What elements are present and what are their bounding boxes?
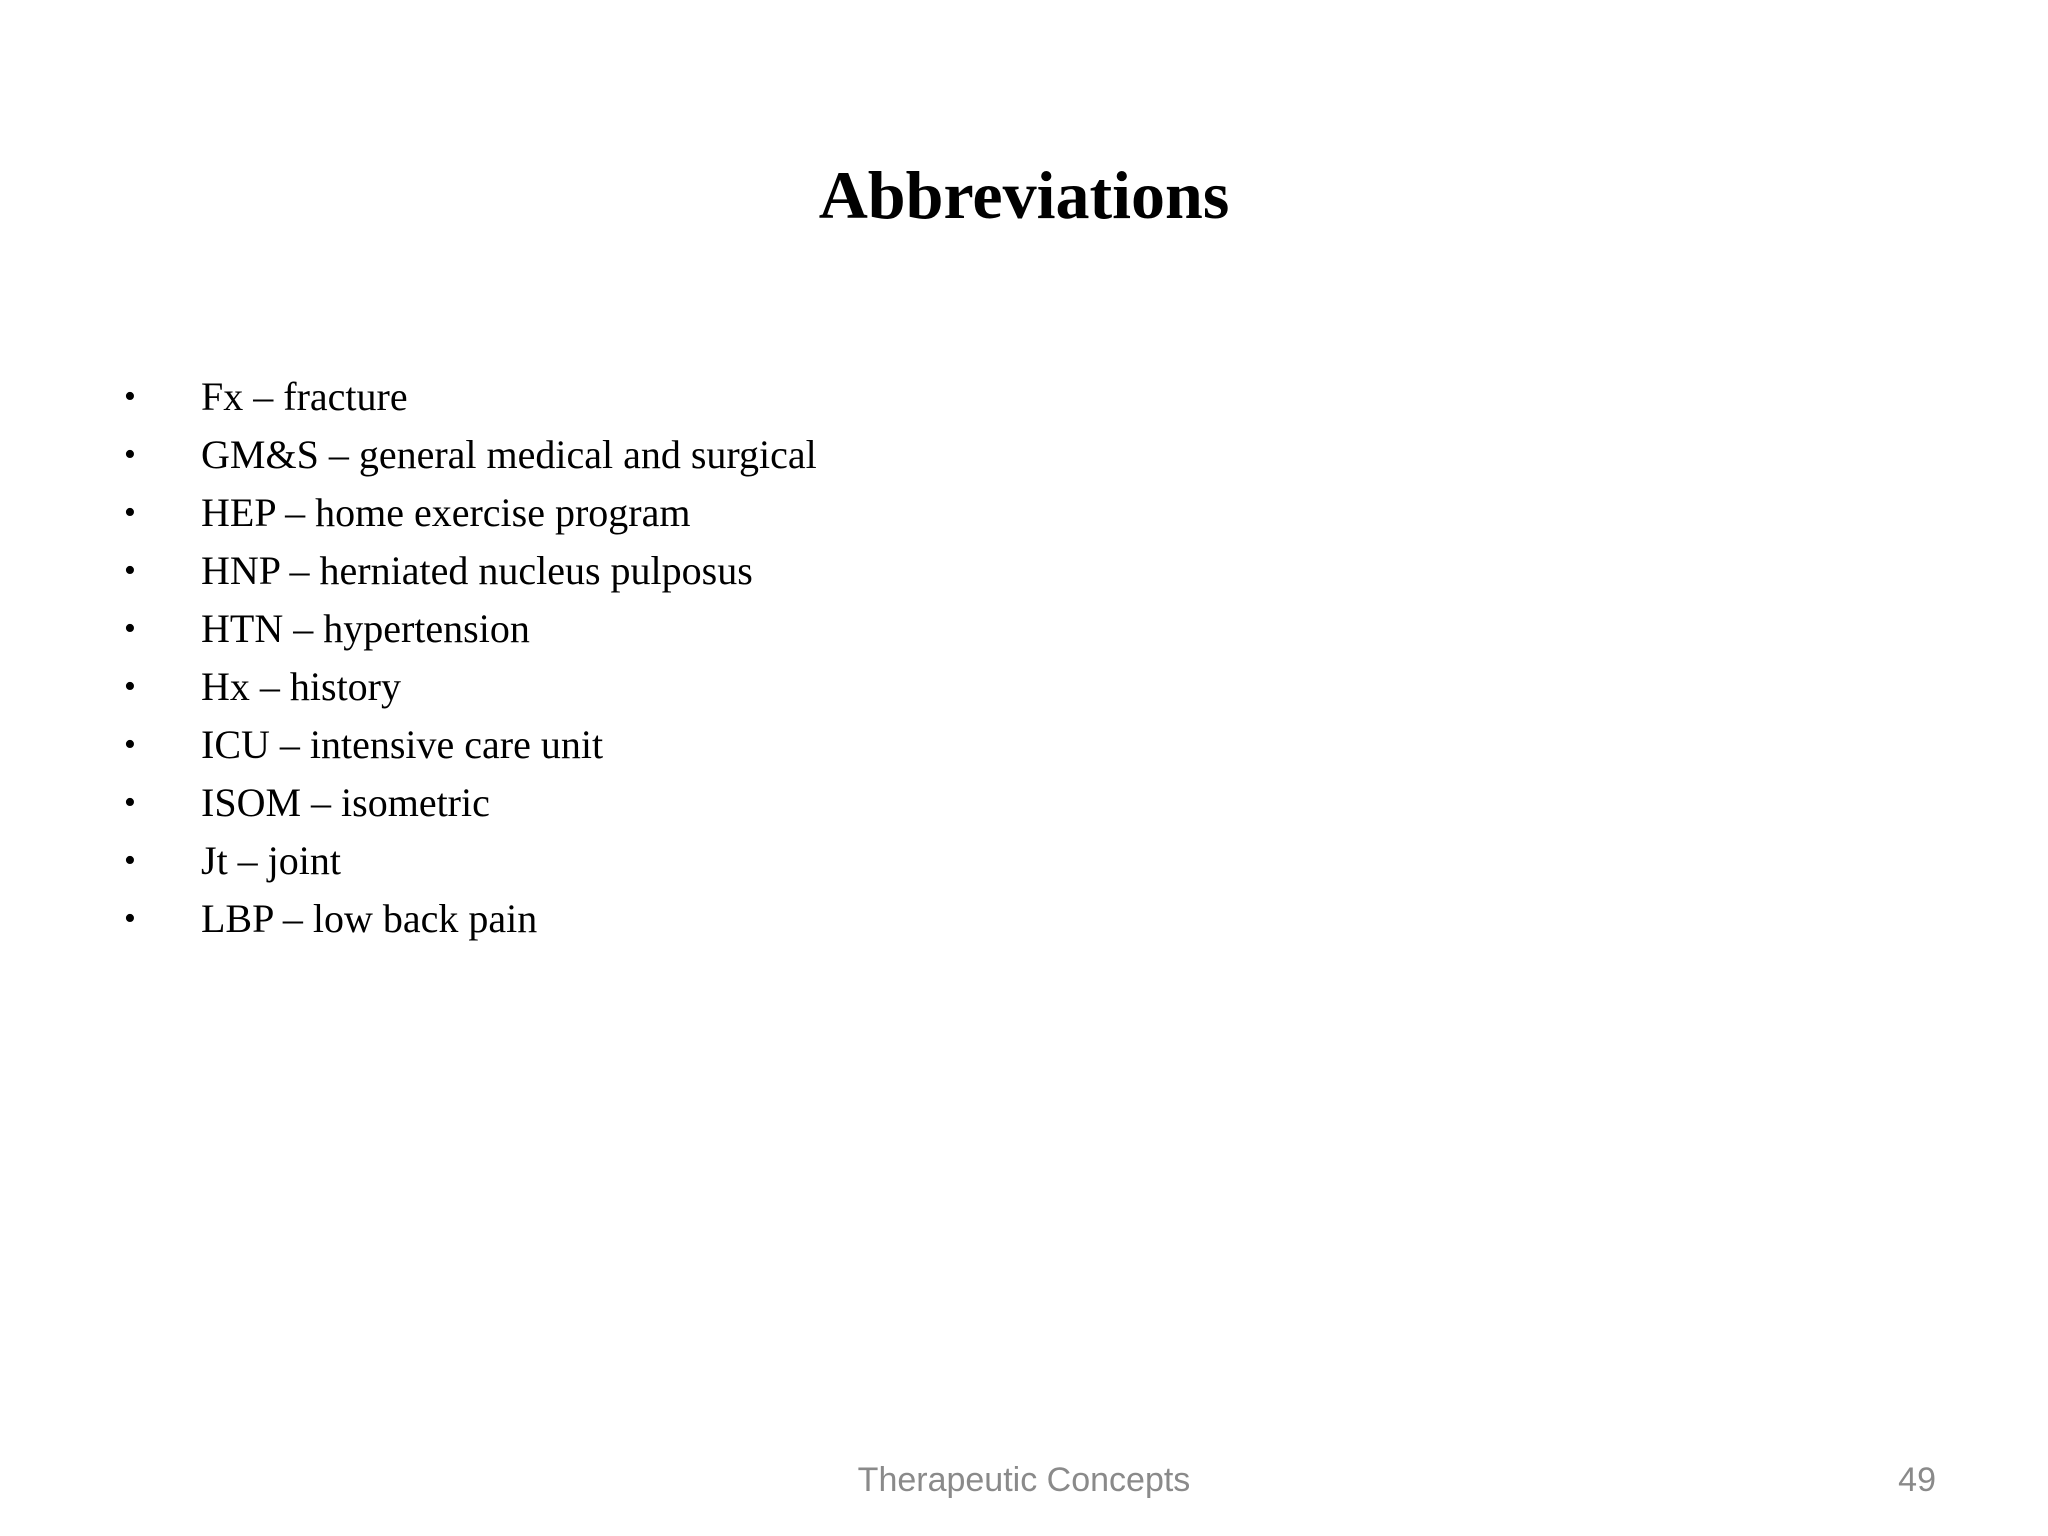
list-item-text: GM&S – general medical and surgical — [201, 432, 817, 477]
bullet-icon: • — [124, 726, 136, 763]
list-item-text: Hx – history — [201, 664, 401, 709]
bullet-icon: • — [124, 668, 136, 705]
list-item — [0, 716, 1200, 774]
footer-title: Therapeutic Concepts — [857, 1461, 1191, 1499]
list-item-text: Jt – joint — [201, 838, 342, 883]
list-item — [0, 774, 1200, 832]
list-item-text: LBP – low back pain — [201, 896, 538, 941]
bullet-list — [0, 368, 1200, 948]
list-item-text: ICU – intensive care unit — [201, 722, 604, 767]
bullet-icon: • — [124, 842, 136, 879]
list-item-text: HNP – herniated nucleus pulposus — [201, 548, 753, 593]
bullet-icon: • — [124, 436, 136, 473]
list-item-text: ISOM – isometric — [201, 780, 490, 825]
list-item — [0, 600, 1200, 658]
bullet-icon: • — [124, 552, 136, 589]
bullet-icon: • — [124, 378, 136, 415]
list-item-text: HTN – hypertension — [201, 606, 530, 651]
list-item — [0, 832, 1200, 890]
bullet-icon: • — [124, 494, 136, 531]
list-item — [0, 368, 1200, 426]
bullet-icon: • — [124, 784, 136, 821]
slide-title: Abbreviations — [818, 157, 1230, 233]
bullet-icon: • — [124, 610, 136, 647]
bullet-icon: • — [124, 900, 136, 937]
list-item-text: Fx – fracture — [201, 374, 408, 419]
list-item — [0, 890, 1200, 948]
list-item — [0, 484, 1200, 542]
list-item — [0, 542, 1200, 600]
list-item — [0, 426, 1200, 484]
page-number: 49 — [1898, 1461, 1936, 1499]
list-item-text: HEP – home exercise program — [201, 490, 691, 535]
list-item — [0, 658, 1200, 716]
